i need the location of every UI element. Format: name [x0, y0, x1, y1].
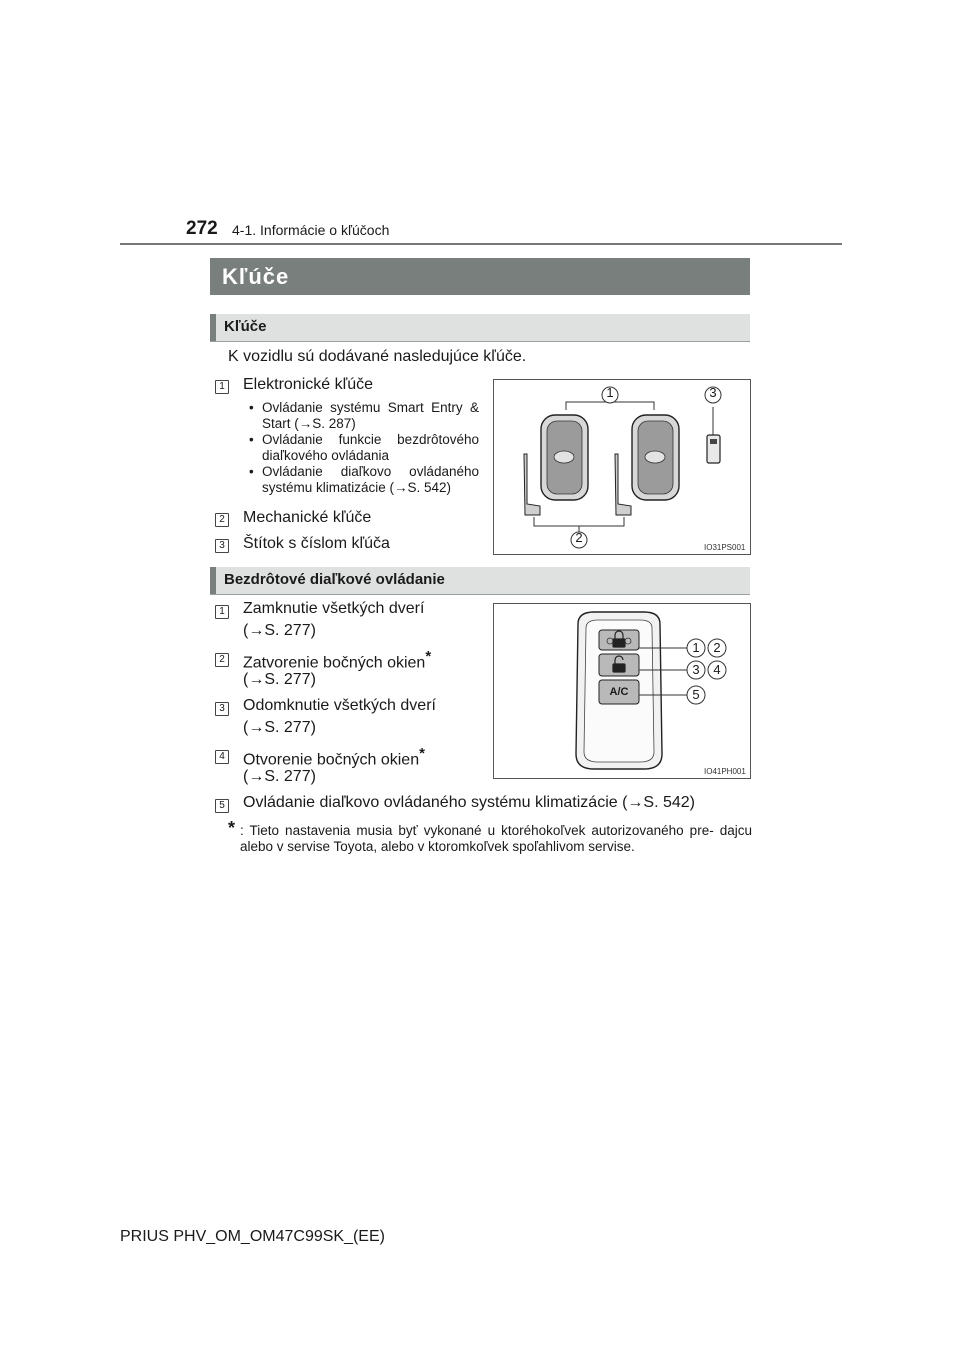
electronic-keys-bullets	[243, 400, 479, 496]
mechanical-key-icon	[524, 454, 540, 515]
main-title: Kľúče	[222, 264, 290, 289]
item-number-badge: 3	[215, 702, 229, 716]
keys-figure	[493, 379, 751, 555]
page-reference: (→S. 277)	[243, 671, 316, 688]
figure-code: IO41PH001	[704, 767, 746, 776]
item-number-badge: 1	[215, 380, 229, 394]
keys-heading: Kľúče	[224, 318, 267, 335]
ac-button-label: A/C	[609, 686, 629, 698]
item-number-badge: 2	[215, 513, 229, 527]
callout-label: 1	[692, 640, 700, 655]
unlock-all-doors-label: Odomknutie všetkých dverí	[243, 697, 436, 714]
smart-key-fob-icon	[541, 415, 588, 500]
callout-label: 5	[692, 687, 700, 702]
item-number-badge: 5	[215, 799, 229, 813]
page-reference: (→S. 277)	[243, 719, 316, 736]
remote-heading-bar	[210, 567, 750, 595]
item-number-badge: 4	[215, 750, 229, 764]
mechanical-keys-label: Mechanické kľúče	[243, 509, 372, 526]
section-title: 4-1. Informácie o kľúčoch	[232, 222, 390, 238]
page-number: 272	[186, 218, 218, 239]
bullet-item: • Ovládanie systému Smart Entry & Start (→S. 287)	[243, 400, 479, 432]
page-reference: (→S. 277)	[243, 768, 316, 785]
remote-ac-label: Ovládanie diaľkovo ovládaného systému klimatizácie (→S. 542)	[243, 794, 695, 811]
page-reference: (→S. 277)	[243, 622, 316, 639]
callout-label: 3	[709, 385, 717, 400]
callout-label: 3	[692, 662, 700, 677]
keys-heading-bar	[210, 314, 750, 342]
callout-label: 2	[713, 640, 721, 655]
callout-label: 4	[713, 662, 721, 677]
open-windows-label: Otvorenie bočných okien*	[243, 745, 425, 769]
lock-all-doors-label: Zamknutie všetkých dverí	[243, 600, 425, 617]
heading-accent	[210, 567, 216, 594]
footnote-marker: *	[425, 648, 432, 665]
key-number-plate-label: Štítok s číslom kľúča	[243, 535, 390, 552]
item-number-badge: 2	[215, 653, 229, 667]
footnote-mark: *	[228, 818, 236, 838]
main-title-bar	[210, 258, 750, 295]
footnote-marker: *	[419, 745, 425, 762]
footnote-text: : Tieto nastavenia musia byť vykonané u ktoréhokoľvek autorizovaného pre- dajcu alebo v servise Toyota, alebo v ktoromkoľvek spoľahlivom servise.	[240, 823, 752, 854]
document-code-footer: PRIUS PHV_OM_OM47C99SK_(EE)	[120, 1228, 385, 1245]
keys-illustration	[494, 380, 750, 554]
header-divider	[120, 243, 842, 245]
callout-label: 2	[575, 530, 583, 545]
heading-accent	[210, 314, 216, 341]
bullet-item: • Ovládanie funkcie bezdrôtového diaľkového ovládania	[243, 432, 479, 464]
key-number-plate-icon	[707, 435, 720, 463]
item-number-badge: 3	[215, 539, 229, 553]
electronic-keys-label: Elektronické kľúče	[243, 376, 374, 393]
close-windows-label: Zatvorenie bočných okien*	[243, 648, 432, 672]
smart-key-fob-icon	[632, 415, 679, 500]
keys-intro: K vozidlu sú dodávané nasledujúce kľúče.	[228, 348, 527, 365]
mechanical-key-icon	[615, 454, 631, 515]
figure-code: IO31PS001	[704, 543, 746, 552]
bullet-item: • Ovládanie diaľkovo ovládaného systému klimatizácie (→S. 542)	[243, 464, 479, 496]
remote-figure	[493, 603, 751, 779]
callout-label: 1	[606, 385, 614, 400]
remote-heading: Bezdrôtové diaľkové ovládanie	[224, 571, 445, 588]
item-number-badge: 1	[215, 605, 229, 619]
